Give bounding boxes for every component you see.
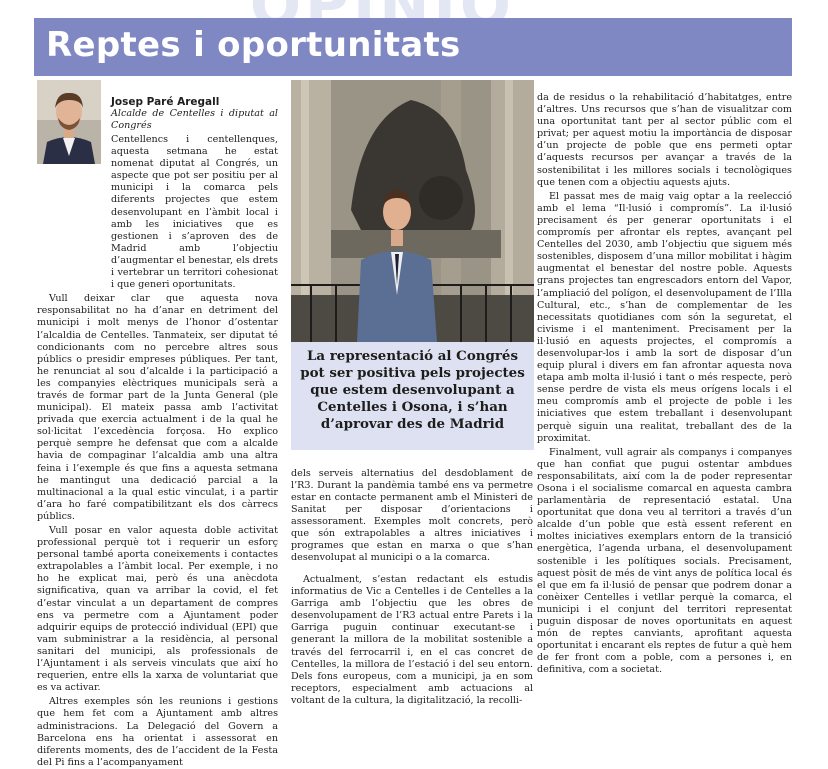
author-portrait <box>37 80 101 164</box>
congress-lion-photo <box>291 80 534 342</box>
article-title: Reptes i oportunitats <box>46 25 461 65</box>
article-photo <box>291 80 534 342</box>
paragraph: El passat mes de maig vaig optar a la reelecció amb el lema “Il·lusió i compromís”. La il·lusió precisament és per generar oportunitats i el compromís per afrontar els reptes, avançant pel Centelles del 2030, amb l’objectiu que siguem més sostenibles, disposem d’una millor mobilitat i hàgim augmentat el benestar del nostre poble. Aquests grans projectes tan engrescadors entorn del Vapor, l’ampliació del polígon, el desenvolupament de l’Illa Cultural, etc., s’han de complementar de les necessitats quotidianes com són la seguretat, el civisme i el manteniment. Precisament per la il·lusió en aquests projectes, el compromís a desenvolupar-los i amb la sort de disposar d’un equip plural i divers em fan afrontar aquesta nova etapa amb molta il·lusió i tant o més respecte, però sense perdre de vista els meus orígens locals i el meu compromís amb el projecte de poble i les iniciatives que estem treballant i desenvolupant perquè siguin una realitat, treballant des de la proximitat. <box>537 190 792 444</box>
author-info <box>111 96 278 132</box>
paragraph: da de residus o la rehabilitació d’habitatges, entre d’altres. Uns recursos que s’han de visualitzar com una oportunitat tant per al sector públic com el privat; per aquest motiu la importància de disposar d’un projecte de poble que ens permeti optar d’aquests recursos per avançar a través de la sostenibilitat i les millores socials i tecnològiques que tenen com a objectiu aquests ajuts. <box>537 92 792 188</box>
author-name: Josep Paré Aregall <box>111 96 220 108</box>
masthead-fragment <box>0 0 828 18</box>
column-1 <box>37 80 278 769</box>
paragraph: Vull deixar clar que aquesta nova responsabilitat no ha d’anar en detriment del municipi i molt menys de l’honor d’ostentar l’alcaldia de Centelles. Tanmateix, ser diputat té condicionants com no percebre altres sous públics o presidir empreses públiques. Per tant, he renunciat al sou d’alcalde i la participació a les companyies elèctriques municipals serà a través de formar part de la Junta General (ple municipal). El mateix passa amb l’activitat privada que exercia actualment i de la qual he sol·licitat l’excedència forçosa. Ho explico perquè sempre he defensat que com a alcalde havia de compaginar l’alcaldia amb una altra feina i l’exemple és que fins a aquesta setmana he mantingut una dedicació parcial a la multinacional a la qual estic vinculat, i a partir d’ara ho faré compatibilitzant els dos càrrecs públics. <box>37 293 278 522</box>
pull-quote-box <box>291 342 534 450</box>
author-block <box>37 80 278 164</box>
column-2 <box>291 458 533 717</box>
paragraph: Vull posar en valor aquesta doble activitat professional perquè tot i requerir un esforç personal també aporta coneixements i contactes extrapolables a l’àmbit local. Per exemple, i no ho he explicat mai, però és una anècdota significativa, quan va arribar la covid, el fet d’estar vinculat a un departament de compres ens va permetre com a Ajuntament poder adquirir equips de protecció individual (EPI) que vam subministrar a la residència, al personal sanitari del municipi, als professionals de l’Ajuntament i als serveis vinculats que així ho requerien, entre ells la xarxa de voluntariat que es va activar. <box>37 525 278 694</box>
column-3 <box>537 92 792 677</box>
author-portrait-image <box>37 80 101 164</box>
paragraph: dels serveis alternatius del desdoblament de l’R3. Durant la pandèmia també ens va permetre estar en contacte permanent amb el Ministeri de Sanitat per disposar d’orientacions i assessorament. Exemples molt concrets, però que són extrapolables a altres iniciatives i programes que estan en marxa o que s’han desenvolupat al municipi o a la comarca. <box>291 467 533 564</box>
pull-quote: La representació al Congrés pot ser positiva pels projectes que estem desenvolupant a Centelles i Osona, i s’han d’aprovar des de Madrid <box>300 348 525 432</box>
author-role: Alcalde de Centelles i diputat al Congrés <box>111 108 278 132</box>
paragraph: Finalment, vull agrair als companys i companyes que han confiat que pugui ostentar ambdues responsabilitats, així com la de poder representar Osona i el socialisme comarcal en aquesta cambra parlamentària de representació estatal. Una oportunitat que dona veu al territori a través d’un alcalde d’un poble que està essent referent en moltes iniciatives exemplars entorn de la transició energètica, l’agenda urbana, el desenvolupament sostenible i les polítiques socials. Precisament, aquest pòsit de més de vint anys de política local és el que em fa il·lusió de pensar que podrem donar a conèixer Centelles i vetllar perquè la comarca, el municipi i el conjunt del territori representat puguin disposar de noves oportunitats en aquest món de reptes canviants, aprofitant aquesta oportunitat i encarant els reptes de futur a què hem de fer front com a poble, com a persones i, en definitiva, com a societat. <box>537 446 792 676</box>
paragraph: Centellencs i centellenques, aquesta setmana he estat nomenat diputat al Congrés, un aspecte que pot ser positiu per al municipi i la comarca pels diferents projectes que estem desenvolupant en l’àmbit local i amb les iniciatives que es gestionen i s’aproven des de Madrid amb l’objectiu d’augmentar el benestar, els drets i vertebrar un territori cohesionat i que generi oportunitats. <box>111 134 278 291</box>
title-bar <box>34 18 792 76</box>
paragraph: Altres exemples són les reunions i gestions que hem fet com a Ajuntament amb altres administracions. La Delegació del Govern a Barcelona ens ha orientat i assessorat en diferents moments, des de l’accident de la Festa del Pi fins a l’acompanyament <box>37 696 278 768</box>
paragraph: Actualment, s’estan redactant els estudis informatius de Vic a Centelles i de Centelles a la Garriga amb l’objectiu que les obres de desenvolupament de l’R3 actual entre Parets i la Garriga puguin continuar executant-se i generant la millora de la mobilitat sostenible a través del ferrocarril i, en el cas concret de Centelles, la millora de l’estació i del seu entorn. Dels fons europeus, com a municipi, ja en som receptors, especialment amb actuacions al voltant de la cultura, la digitalització, la recolli- <box>291 573 533 706</box>
